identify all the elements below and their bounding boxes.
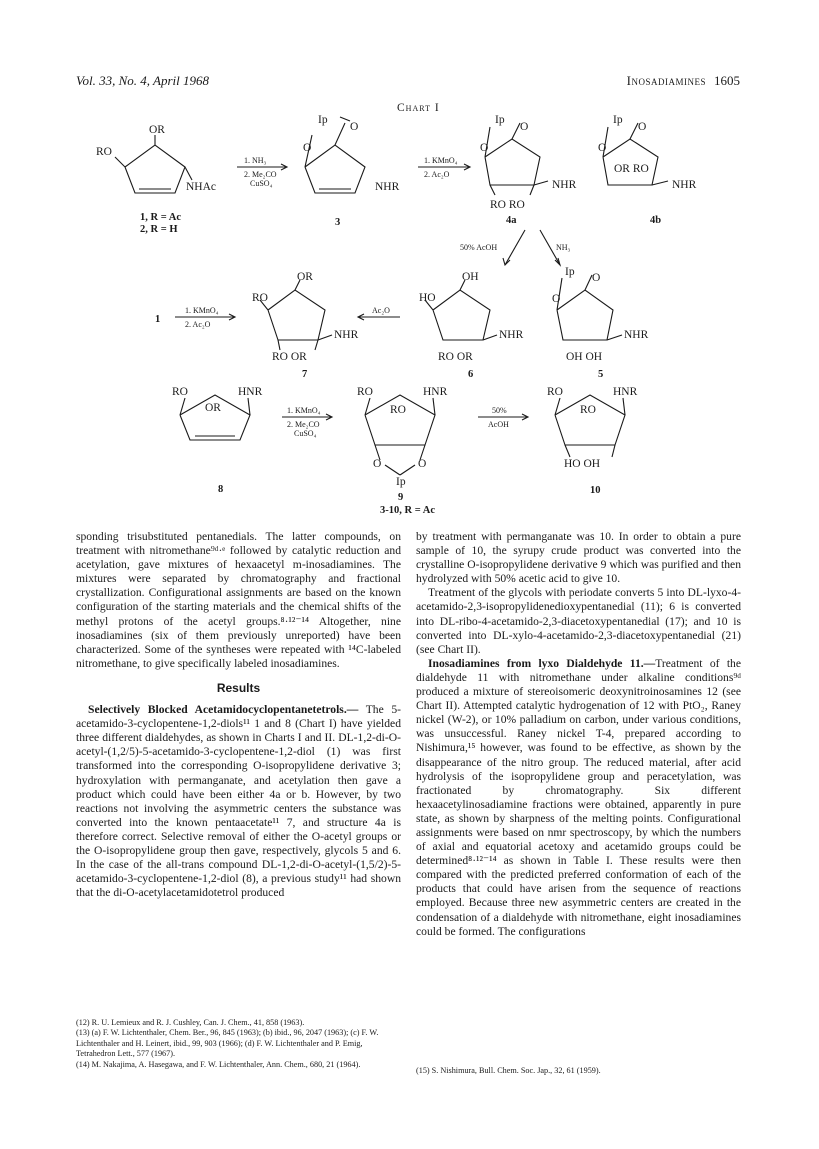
compound-4a-label: 4a xyxy=(506,215,517,226)
paragraph xyxy=(76,703,401,900)
label-o: O xyxy=(350,121,359,133)
label-oh: OH xyxy=(462,271,479,283)
label-ro-or: RO OR xyxy=(272,351,307,363)
label-ro: RO xyxy=(390,404,406,416)
footnote-12: (12) R. U. Lemieux and R. J. Cushley, Can. J. Chem., 41, 858 (1963). xyxy=(76,1018,305,1027)
paragraph: Treatment of the glycols with periodate converts 5 into DL-lyxo-4-acetamido-2,3-isopropylidenedioxypentanedial (11); 6 is converted into DL-ribo-4-acetamido-2,3-diacetoxypentanedial (17); and 10 is converted into DL-xylo-4-acetamido-2,3-diacetoxypentanedial (21) (see Chart II). xyxy=(416,586,741,656)
reagent-50: 50% xyxy=(492,406,507,415)
label-nhr: NHR xyxy=(624,329,649,341)
label-hnr: HNR xyxy=(423,386,448,398)
label-o: O xyxy=(552,293,561,305)
footnotes-right xyxy=(416,1066,741,1076)
text-column-left xyxy=(76,530,401,900)
running-header-right xyxy=(627,73,740,89)
label-or-ro: OR RO xyxy=(614,163,649,175)
paragraph: sponding trisubstituted pentanedials. The latter compounds, on treatment with nitromethane⁹ᵈ·ᵉ followed by catalytic reduction and acetylation, gave mixtures of hexaacetyl m-inosadiamines. The mixtures were separated by chromatography and fractional crystallization. Configurational assignments are based on the known configuration of the starting materials and the chemical shifts of the methyl protons of the acetyl groups.⁸·¹²⁻¹⁴ Altogether, nine inosadiamines (six of them previously unreported) have been characterized. Some of the syntheses were repeated with ¹⁴C-labeled nitromethane, to give specifically labeled inosadiamines. xyxy=(76,530,401,670)
label-hnr: HNR xyxy=(613,386,638,398)
reagent-nh3: 1. NH₃ xyxy=(244,156,267,165)
label-o: O xyxy=(480,142,489,154)
paragraph-heading: Selectively Blocked Acetamidocyclopentanetetrols.— xyxy=(88,703,359,717)
page-number: 1605 xyxy=(714,73,740,88)
reagent-cuso4: CuSO₄ xyxy=(294,429,317,438)
label-ro: RO xyxy=(547,386,563,398)
label-o: O xyxy=(592,272,601,284)
paragraph: by treatment with permanganate was 10. In order to obtain a pure sample of 10, the syrupy crude product was converted into the crystalline O-isopropylidene derivative 9 which was purified and then hydrolyzed with 50% acetic acid to give 10. xyxy=(416,530,741,586)
label-ro: RO xyxy=(580,404,596,416)
reagent-50-acoh: 50% AcOH xyxy=(460,243,498,252)
chart-footnote: 3-10, R = Ac xyxy=(380,505,435,515)
label-ro: RO xyxy=(252,292,268,304)
compound-3-label: 3 xyxy=(335,217,341,228)
label-or: OR xyxy=(149,124,165,136)
label-nhr: NHR xyxy=(334,329,359,341)
label-ip: Ip xyxy=(396,476,406,488)
footnote-15: (15) S. Nishimura, Bull. Chem. Soc. Jap., 32, 61 (1959). xyxy=(416,1066,601,1075)
structure-8 xyxy=(172,386,263,495)
label-or: OR xyxy=(205,402,221,414)
label-nhr: NHR xyxy=(672,179,697,191)
label-ip: Ip xyxy=(318,114,328,126)
paragraph xyxy=(416,657,741,939)
label-ip: Ip xyxy=(613,114,623,126)
label-ho-oh: HO OH xyxy=(564,458,601,470)
compound-5-label: 5 xyxy=(598,369,604,380)
running-header-volume: Vol. 33, No. 4, April 1968 xyxy=(76,73,210,88)
structure-5 xyxy=(552,266,649,380)
label-ip: Ip xyxy=(565,266,575,278)
structure-1-2 xyxy=(96,124,216,235)
reagent-me2co: 2. Me₂CO xyxy=(244,170,277,179)
reagent-ac2o: 2. Ac₂O xyxy=(424,170,450,179)
label-o: O xyxy=(520,121,529,133)
compound-10-label: 10 xyxy=(590,485,601,496)
paragraph-body: Treatment of the dialdehyde 11 with nitromethane under alkaline conditions⁹ᵈ produced a mixture of stereoisomeric deoxynitroinosamines 12 (see Chart II). Attempted catalytic hydrogenation of 12 with PtO₂, Raney nickel (W-2), or 10% palladium on carbon, under various conditions, was unsuccessful. Raney nickel T-4, prepared according to Nishimura,¹⁵ however, was found to be effective, as shown by the disappearance of the nitro group. The reduced material, after acid hydrolysis of the isopropylidene group and peracetylation, was fractionated by chromatography. Six different hexaacetylinosadiamine fractions were obtained, apparently in pure state, as shown by sharpness of the melting points. Configurational assignments were based on nmr spectroscopy, by which the numbers of axial and equatorial acetoxy and acetamido groups could be determined⁸·¹²⁻¹⁴ as shown in Table I. These results were then compared with the predicted preferred conformation of each of the products that could have arisen from the sequence of reactions employed. Because three new asymmetric centers are created in the condensation of a dialdehyde with nitromethane, eight inosadiamines could be formed. The configurations xyxy=(416,656,741,938)
reagent-acoh: AcOH xyxy=(488,420,509,429)
compound-1-label: 1, R = Ac xyxy=(140,212,181,223)
reagent-kmno4: 1. KMnO₄ xyxy=(287,406,321,415)
reagent-nh3: NH₃ xyxy=(556,243,571,252)
structure-4a xyxy=(480,114,577,226)
reagent-kmno4: 1. KMnO₄ xyxy=(424,156,458,165)
compound-1-label: 1 xyxy=(155,314,161,325)
label-ro: RO xyxy=(357,386,373,398)
text-column-right xyxy=(416,530,741,939)
footnote-13: (13) (a) F. W. Lichtenthaler, Chem. Ber., 96, 845 (1963); (b) ibid., 96, 2047 (1963); (c) F. W. Lichtenthaler and H. Leinert, ibid., 99, 903 (1966); (d) F. W. Lichtenthaler and P. Emig, Tetrahedron Lett., 577 (1967). xyxy=(76,1028,379,1059)
chart-title: Chart I xyxy=(397,102,440,114)
arrow-4a-to-6 xyxy=(505,230,525,265)
label-o: O xyxy=(303,142,312,154)
compound-8-label: 8 xyxy=(218,484,224,495)
reagent-me2co: 2. Me₂CO xyxy=(287,420,320,429)
section-heading-results: Results xyxy=(216,680,261,695)
structure-10 xyxy=(547,386,638,496)
structure-7 xyxy=(252,271,359,380)
compound-7-label: 7 xyxy=(302,369,308,380)
structure-9 xyxy=(357,386,448,503)
running-title: Inosadiamines xyxy=(626,73,706,88)
label-nhr: NHR xyxy=(499,329,524,341)
reagent-ac2o: Ac₂O xyxy=(372,306,390,315)
compound-6-label: 6 xyxy=(468,369,474,380)
label-ip: Ip xyxy=(495,114,505,126)
compound-9-label: 9 xyxy=(398,492,404,503)
footnote-14: (14) M. Nakajima, A. Hasegawa, and F. W. Lichtenthaler, Ann. Chem., 680, 21 (1964). xyxy=(76,1059,361,1069)
label-ho: HO xyxy=(419,292,436,304)
label-o: O xyxy=(373,458,382,470)
label-nhr: NHR xyxy=(552,179,577,191)
paragraph-body: The 5-acetamido-3-cyclopentene-1,2-diols¹¹ 1 and 8 (Chart I) have yielded three different dialdehydes, as shown in Charts I and II. DL-1,2-di-O-acetyl-(1,2/5)-5-acetamido-3-cyclopentene-1,2-diol (1) was first transformed into the corresponding O-isopropylidene derivative 3; hydroxylation with permanganate, and acetylation then gave a product which could have been either 4a or b. However, by two reactions not involving the asymmetric centers the substance was converted into the known pentaacetate¹¹ 7, and structure 4a is therefore correct. Selective removal of either the O-acetyl groups or the O-isopropylidene group then gave, respectively, glycols 5 and 6. In the case of the all-trans compound DL-1,2-di-O-acetyl-(1,5/2)-5-acetamido-3-cyclopentene-1,2-diol (8), a previous study¹¹ had shown that the di-O-acetylacetamidotetrol produced xyxy=(76,703,401,900)
reagent-cuso4: CuSO₄ xyxy=(250,179,273,188)
structure-3 xyxy=(303,114,400,228)
structure-6 xyxy=(419,271,524,380)
label-ro-ro: RO RO xyxy=(490,199,525,211)
reagent-kmno4: 1. KMnO₄ xyxy=(185,306,219,315)
reagent-ac2o: 2. Ac₂O xyxy=(185,320,211,329)
label-oh-oh: OH OH xyxy=(566,351,603,363)
label-nhac: NHAc xyxy=(186,181,217,193)
compound-4b-label: 4b xyxy=(650,215,662,226)
footnotes-left xyxy=(76,1018,401,1070)
label-o: O xyxy=(638,121,647,133)
label-or: OR xyxy=(297,271,313,283)
chart-i-scheme xyxy=(0,95,819,515)
paragraph-heading: Inosadiamines from lyxo Dialdehyde 11.— xyxy=(428,656,656,670)
label-ro: RO xyxy=(172,386,188,398)
label-nhr: NHR xyxy=(375,181,400,193)
label-o: O xyxy=(418,458,427,470)
compound-2-label: 2, R = H xyxy=(140,224,178,235)
structure-4b xyxy=(598,114,697,226)
label-ro: RO xyxy=(96,146,112,158)
label-o: O xyxy=(598,142,607,154)
label-hnr: HNR xyxy=(238,386,263,398)
label-ro-or: RO OR xyxy=(438,351,473,363)
